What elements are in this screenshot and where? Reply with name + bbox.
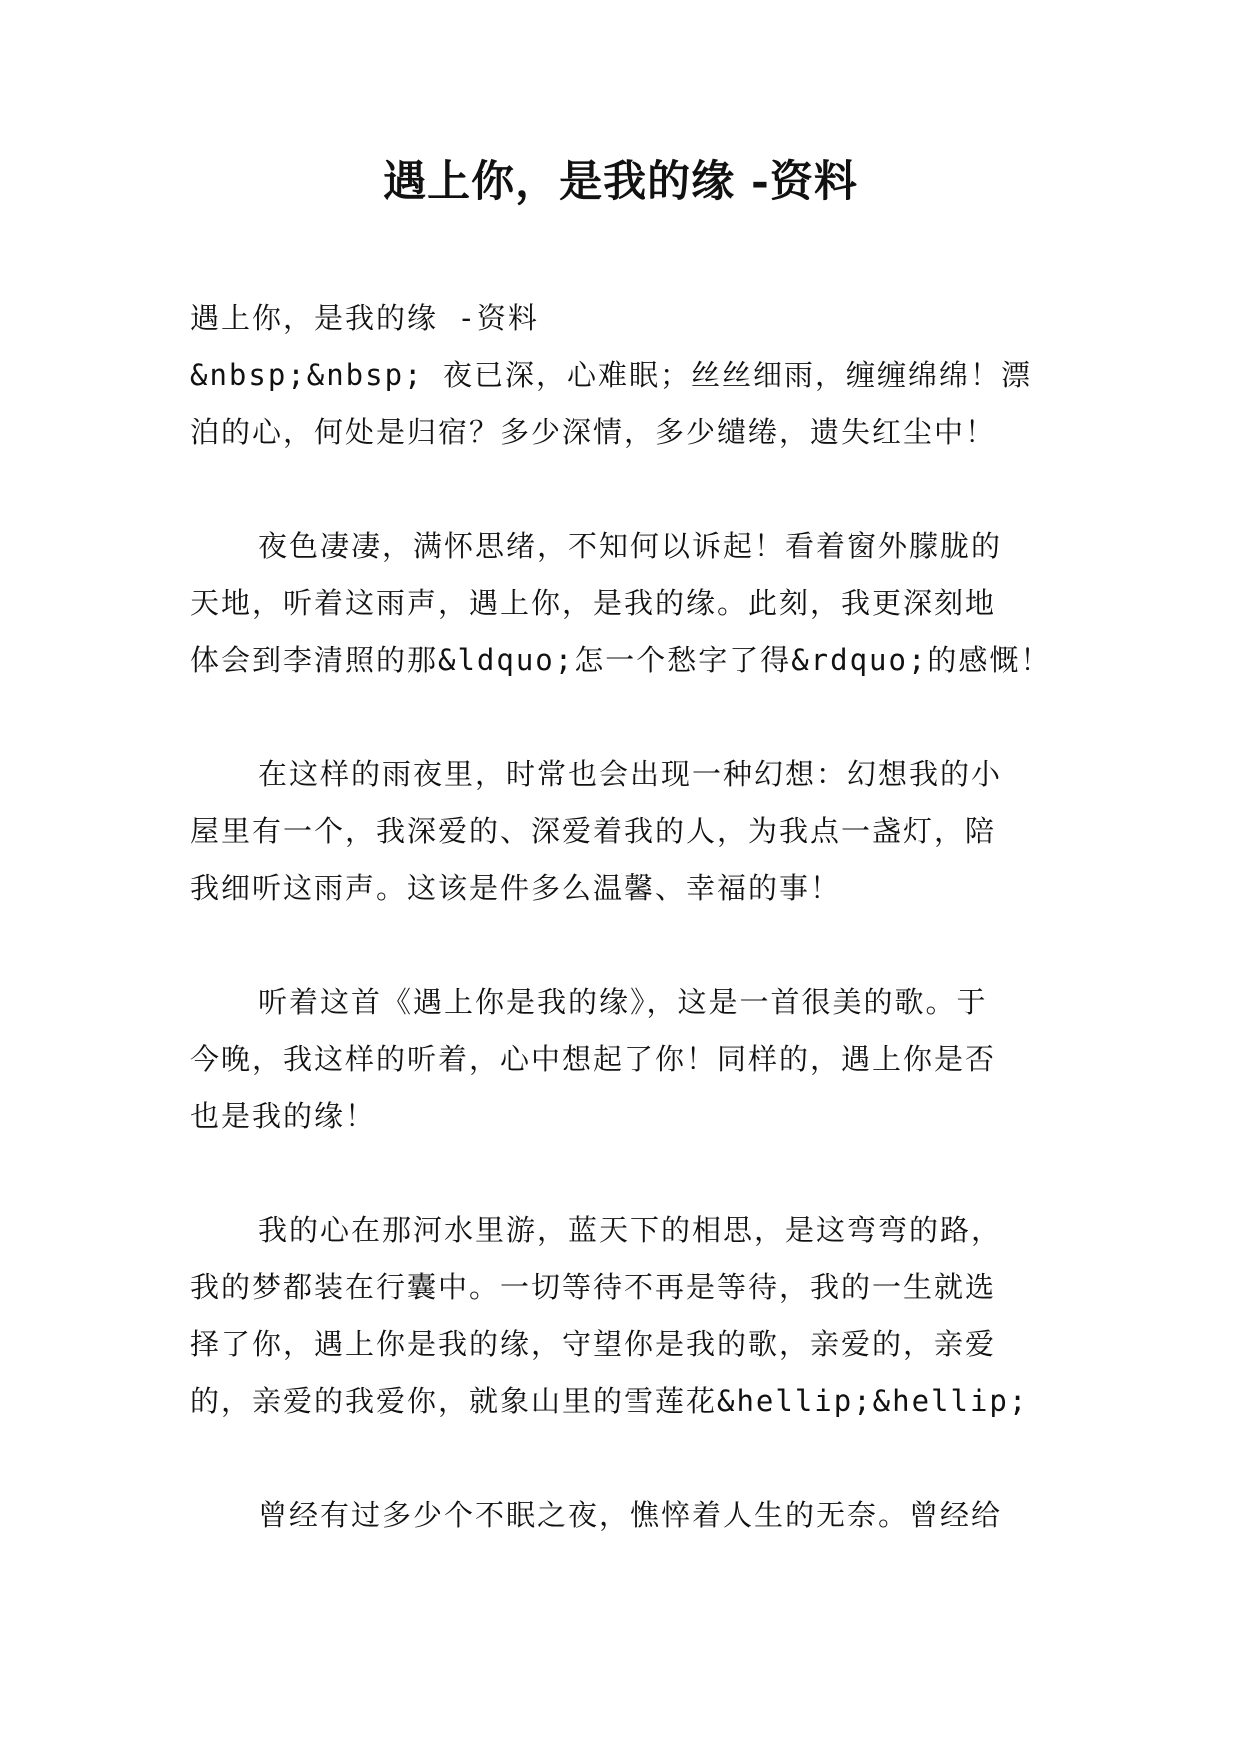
paragraph-6	[190, 1487, 1060, 1544]
paragraph-line: 我细听这雨声。这该是件多么温馨、幸福的事！	[190, 871, 842, 905]
paragraph-1	[190, 290, 1060, 461]
paragraph-line: 泊的心，何处是归宿？多少深情，多少缱绻，遗失红尘中！	[190, 415, 997, 449]
paragraph-line: 天地，听着这雨声，遇上你，是我的缘。此刻，我更深刻地	[190, 586, 997, 620]
paragraph-line: 的，亲爱的我爱你，就象山里的雪莲花&hellip;&hellip;	[190, 1384, 1029, 1418]
paragraph-line: 听着这首《遇上你是我的缘》，这是一首很美的歌。于	[258, 985, 988, 1019]
paragraph-4	[190, 974, 1060, 1145]
document-title: 遇上你，是我的缘 -资料	[383, 157, 858, 207]
paragraph-line: 我的心在那河水里游，蓝天下的相思，是这弯弯的路，	[258, 1213, 1003, 1247]
paragraph-2	[190, 518, 1060, 689]
paragraph-line: 屋里有一个，我深爱的、深爱着我的人，为我点一盏灯，陪	[190, 814, 997, 848]
paragraph-line: 我的梦都装在行囊中。一切等待不再是等待，我的一生就选	[190, 1270, 997, 1304]
paragraph-3	[190, 746, 1060, 917]
paragraph-line: 也是我的缘！	[190, 1099, 377, 1133]
paragraph-line: 今晚，我这样的听着，心中想起了你！同样的，遇上你是否	[190, 1042, 997, 1076]
paragraph-line: 遇上你，是我的缘 -资料	[190, 301, 539, 335]
paragraph-line: 夜色凄凄，满怀思绪，不知何以诉起！看着窗外朦胧的	[258, 529, 1003, 563]
paragraph-line: 择了你，遇上你是我的缘，守望你是我的歌，亲爱的，亲爱	[190, 1327, 997, 1361]
paragraph-5	[190, 1202, 1060, 1430]
paragraph-line: 曾经有过多少个不眠之夜，憔悴着人生的无奈。曾经给	[258, 1498, 1003, 1532]
paragraph-line: 体会到李清照的那&ldquo;怎一个愁字了得&rdquo;的感慨！	[190, 643, 1052, 677]
paragraph-line: &nbsp;&nbsp; 夜已深，心难眠；丝丝细雨，缠缠绵绵！漂	[190, 358, 1032, 392]
paragraph-line: 在这样的雨夜里，时常也会出现一种幻想：幻想我的小	[258, 757, 1003, 791]
document-body	[190, 290, 1060, 1544]
